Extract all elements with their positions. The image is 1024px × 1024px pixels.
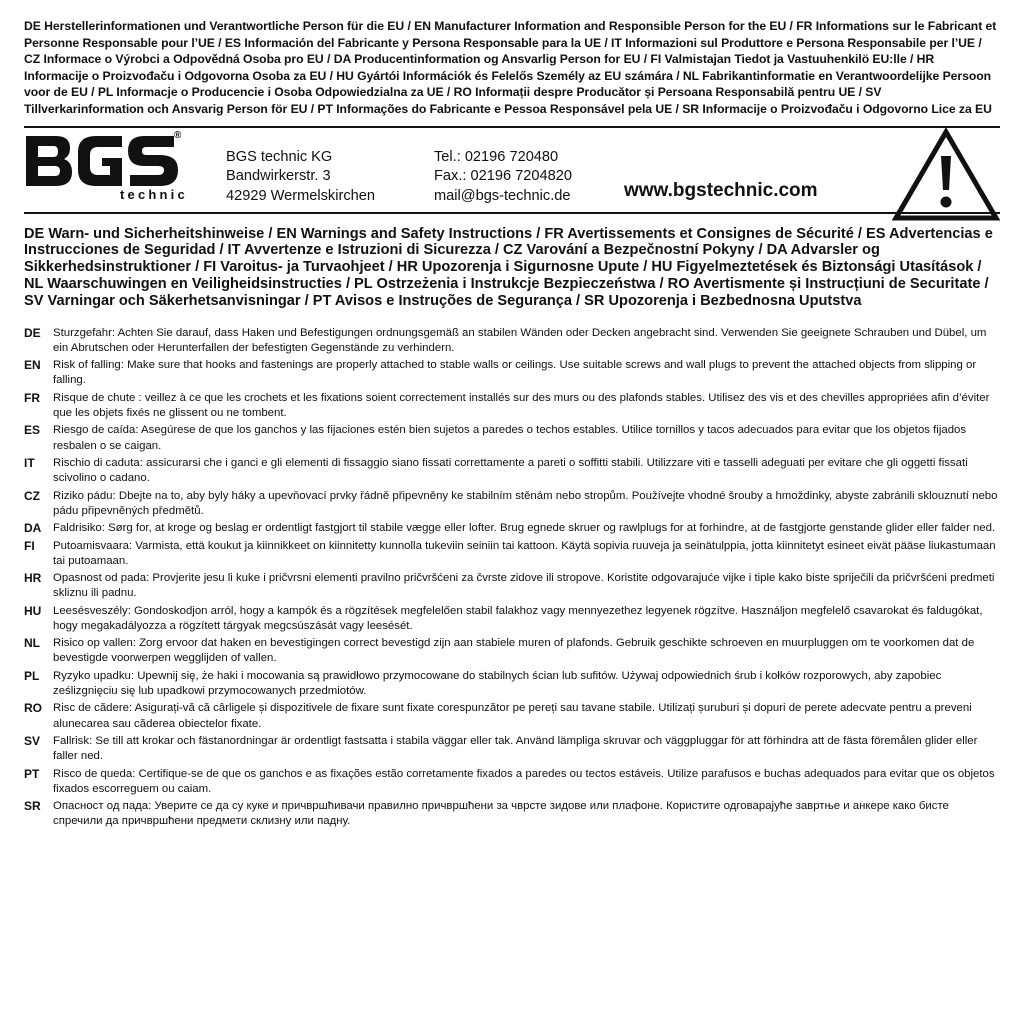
safety-entry-sr [24, 799, 1000, 829]
safety-entry-sv [24, 734, 1000, 764]
entry-text: Ryzyko upadku: Upewnij się, że haki i mocowania są prawidłowo przymocowane do stabilnych ścian lub sufitów. Używaj odpowiednich śrub i kołków rozporowych, aby zapobiec ześlizgnięciu się lub upadkowi przymocowanych przedmiotów. [53, 669, 942, 698]
safety-entry-pl [24, 669, 1000, 699]
entry-text: Risk of falling: Make sure that hooks and fastenings are properly attached to stable walls or ceilings. Use suitable screws and wall plugs to prevent the attached objects from slipping or falling. [53, 359, 977, 387]
company-street: Bandwirkerstr. 3 [226, 168, 331, 185]
safety-entry-hr [24, 571, 1000, 601]
company-email[interactable]: mail@bgs-technic.de [434, 187, 571, 204]
safety-entry-fr [24, 391, 1000, 421]
bgs-technic-logo [24, 130, 186, 206]
lang-code: ES [24, 423, 41, 438]
company-city: 42929 Wermelskirchen [226, 187, 375, 204]
lang-code: PL [24, 668, 40, 683]
entry-text: Putoamisvaara: Varmista, että koukut ja kiinnikkeet on kiinnitetty kunnolla tukeviin seiniin tai kattoon. Käytä sopivia ruuveja ja seinätulppia, jotta kiinnitetyt esineet eivät pääse liukastumaan tai putoamaan. [53, 539, 996, 567]
lang-code: RO [24, 701, 42, 716]
entry-text: Riziko pádu: Dbejte na to, aby byly háky a upevňovací prvky řádně připevněny ke stabilním stěnám nebo stropům. Používejte vhodné šrouby a hmoždinky, abyste zabránili sklouznutí nebo pádu připevněných předmětů. [53, 489, 998, 517]
safety-entry-hu [24, 604, 1000, 634]
lang-code: DA [24, 521, 42, 536]
entry-text: Risico op vallen: Zorg ervoor dat haken en bevestigingen correct bevestigd zijn aan stabiele muren of plafonds. Gebruik geschikte schroeven en muurpluggen om te voorkomen dat de bevestigde voorwerpen wegglijden of vallen. [53, 637, 975, 665]
company-fax: Fax.: 02196 7204820 [434, 168, 572, 185]
lang-code: NL [24, 636, 40, 651]
middle-divider [24, 212, 1000, 214]
safety-entry-de [24, 326, 1000, 356]
company-contact [434, 148, 572, 207]
entry-text: Risco de queda: Certifique-se de que os ganchos e as fixações estão corretamente fixados a paredes ou tectos estáveis. Utilize parafusos e buchas adequados para evitar que os objetos fixados escorreguem ou caiam. [53, 767, 995, 795]
lang-code: IT [24, 455, 35, 470]
safety-entries [24, 326, 1000, 830]
safety-entry-it [24, 456, 1000, 486]
safety-entry-en [24, 358, 1000, 388]
lang-code: SR [24, 799, 41, 814]
entry-text: Faldrisiko: Sørg for, at kroge og beslag er ordentligt fastgjort til stabile vægge eller lofter. Brug egnede skruer og rawlplugs for at forhindre, at de fastgjorte genstande glider eller falder ned. [53, 522, 996, 535]
warnings-heading: DE Warn- und Sicherheitshinweise / EN Warnings and Safety Instructions / FR Avertissements et Consignes de Sécurité / ES Advertencias e Instrucciones de Seguridad / IT Avvertenze e Istruzioni di Sicurezza / CZ Varování a Bezpečnostní Pokyny / DA Advarsler og Sikkerhedsinstruktioner / FI Varoitus- ja Turvaohjeet / HR Upozorenja i Sigurnosne Upute / HU Figyelmeztetések és Biztonsági Utasítások / NL Waarschuwingen en Veiligheidsinstructies / PL Ostrzeżenia i Instrukcje Bezpieczeństwa / RO Avertismente și Instrucțiuni de Securitate / SV Varningar och Säkerhetsanvisningar / PT Avisos e Instruções de Segurança / SR Upozorenja i Bezbednosna Uputstva [24, 225, 993, 309]
document-page [24, 18, 1000, 832]
warning-triangle-icon [892, 128, 1000, 224]
company-name: BGS technic KG [226, 148, 333, 165]
lang-code: SV [24, 734, 41, 749]
entry-text: Opasnost od pada: Provjerite jesu li kuke i pričvrsni elementi pravilno pričvršćeni za čvrste zidove ili stropove. Koristite odgovarajuće vijke i tiple kako biste spriječili da pričvršćeni predmeti skliznu ili padnu. [53, 572, 995, 600]
manufacturer-info-heading: DE Herstellerinformationen und Verantwortliche Person für die EU / EN Manufacturer Information and Responsible Person for the EU / FR Informations sur le Fabricant et Personne Responsable pour l’UE / ES Información del Fabricante y Persona Responsable para la UE / IT Informazioni sul Produttore e Persona Responsabile per l’UE / CZ Informace o Výrobci a Odpovědná Osoba pro EU / DA Producentinformation og Ansvarlig Person for EU / FI Valmistajan Tiedot ja Vastuuhenkilö EU:lle / HR Informacije o Proizvođaču i Odgovorna Osoba za EU / HU Gyártói Információk és Felelős Személy az EU számára / NL Fabrikantinformatie en Verantwoordelijke Persoon voor de EU / PL Informacje o Producencie i Osoba Odpowiedzialna za UE / RO Informații despre Producător și Persoana Responsabilă pentru UE / SV Tillverkarinformation och Ansvarig Person för EU / PT Informações do Fabricante e Pessoa Responsável pela UE / SR Informacije o Proizvođaču i Odgovorno Lice za EU [24, 19, 997, 116]
entry-text: Rischio di caduta: assicurarsi che i ganci e gli elementi di fissaggio siano fissati correttamente a pareti o soffitti stabili. Utilizzare viti e tasselli adeguati per evitare che gli oggetti fissati scivolino o cadano. [53, 456, 968, 485]
lang-code: FI [24, 538, 35, 553]
company-website[interactable]: www.bgstechnic.com [624, 179, 818, 201]
entry-text: Fallrisk: Se till att krokar och fästanordningar är ordentligt fastsatta i stabila väggar eller tak. Använd lämpliga skruvar och väggpluggar för att förhindra att de fästa föremålen glider eller faller ned. [53, 735, 978, 763]
lang-code: HU [24, 603, 42, 618]
safety-entry-nl [24, 636, 1000, 666]
safety-entry-cz [24, 489, 1000, 519]
safety-entry-ro [24, 701, 1000, 731]
entry-text: Sturzgefahr: Achten Sie darauf, dass Haken und Befestigungen ordnungsgemäß an stabilen Wänden oder Decken angebracht sind. Verwenden Sie geeignete Schrauben und Dübel, um ein Abrutschen oder Herunterfallen der befestigten Gegenstände zu verhindern. [53, 326, 987, 354]
entry-text: Leesésveszély: Gondoskodjon arról, hogy a kampók és a rögzítések megfelelően stabil falakhoz vagy mennyezethez legyenek rögzítve. Használjon megfelelő csavarokat és faldugókat, hogy megakadályozza a rögzített tárgyak megcsúszását vagy leesését. [53, 604, 983, 632]
entry-text: Risc de cădere: Asigurați-vă că cârligele și dispozitivele de fixare sunt fixate corespunzător pe pereți sau tavane stabile. Utilizați șuruburi și dopuri de perete adecvate pentru a preveni alunecarea sau căderea obiectelor fixate. [53, 702, 972, 730]
company-phone: Tel.: 02196 720480 [434, 148, 559, 165]
safety-entry-es [24, 423, 1000, 453]
lang-code: PT [24, 766, 40, 781]
company-address [226, 148, 375, 207]
entry-text: Опасност од пада: Уверите се да су куке и причвршћивачи правилно причвршћени за чврсте зидове или плафоне. Користите одговарајуће завртње и анкере како бисте спречили да причвршћени предмети склизну или падну. [53, 800, 949, 828]
safety-entry-fi [24, 539, 1000, 569]
company-info-band [24, 128, 1000, 212]
lang-code: FR [24, 390, 40, 405]
lang-code: CZ [24, 488, 40, 503]
entry-text: Riesgo de caída: Asegúrese de que los ganchos y las fijaciones estén bien sujetos a paredes o techos estables. Utilice tornillos y tacos adecuados para evitar que los objetos fijados resbalen o se caigan. [53, 424, 967, 452]
bgs-logo-mark [24, 130, 186, 192]
entry-text: Risque de chute : veillez à ce que les crochets et les fixations soient correctement installés sur des murs ou des plafonds stables. Utilisez des vis et des chevilles appropriées afin d’éviter que les objets fixés ne glissent ou ne tombent. [53, 391, 990, 419]
registered-mark: ® [174, 129, 182, 141]
lang-code: HR [24, 571, 42, 586]
safety-entry-da [24, 521, 1000, 536]
logo-subtext: technic [120, 186, 188, 202]
lang-code: EN [24, 358, 41, 373]
safety-entry-pt [24, 767, 1000, 797]
lang-code: DE [24, 325, 41, 340]
